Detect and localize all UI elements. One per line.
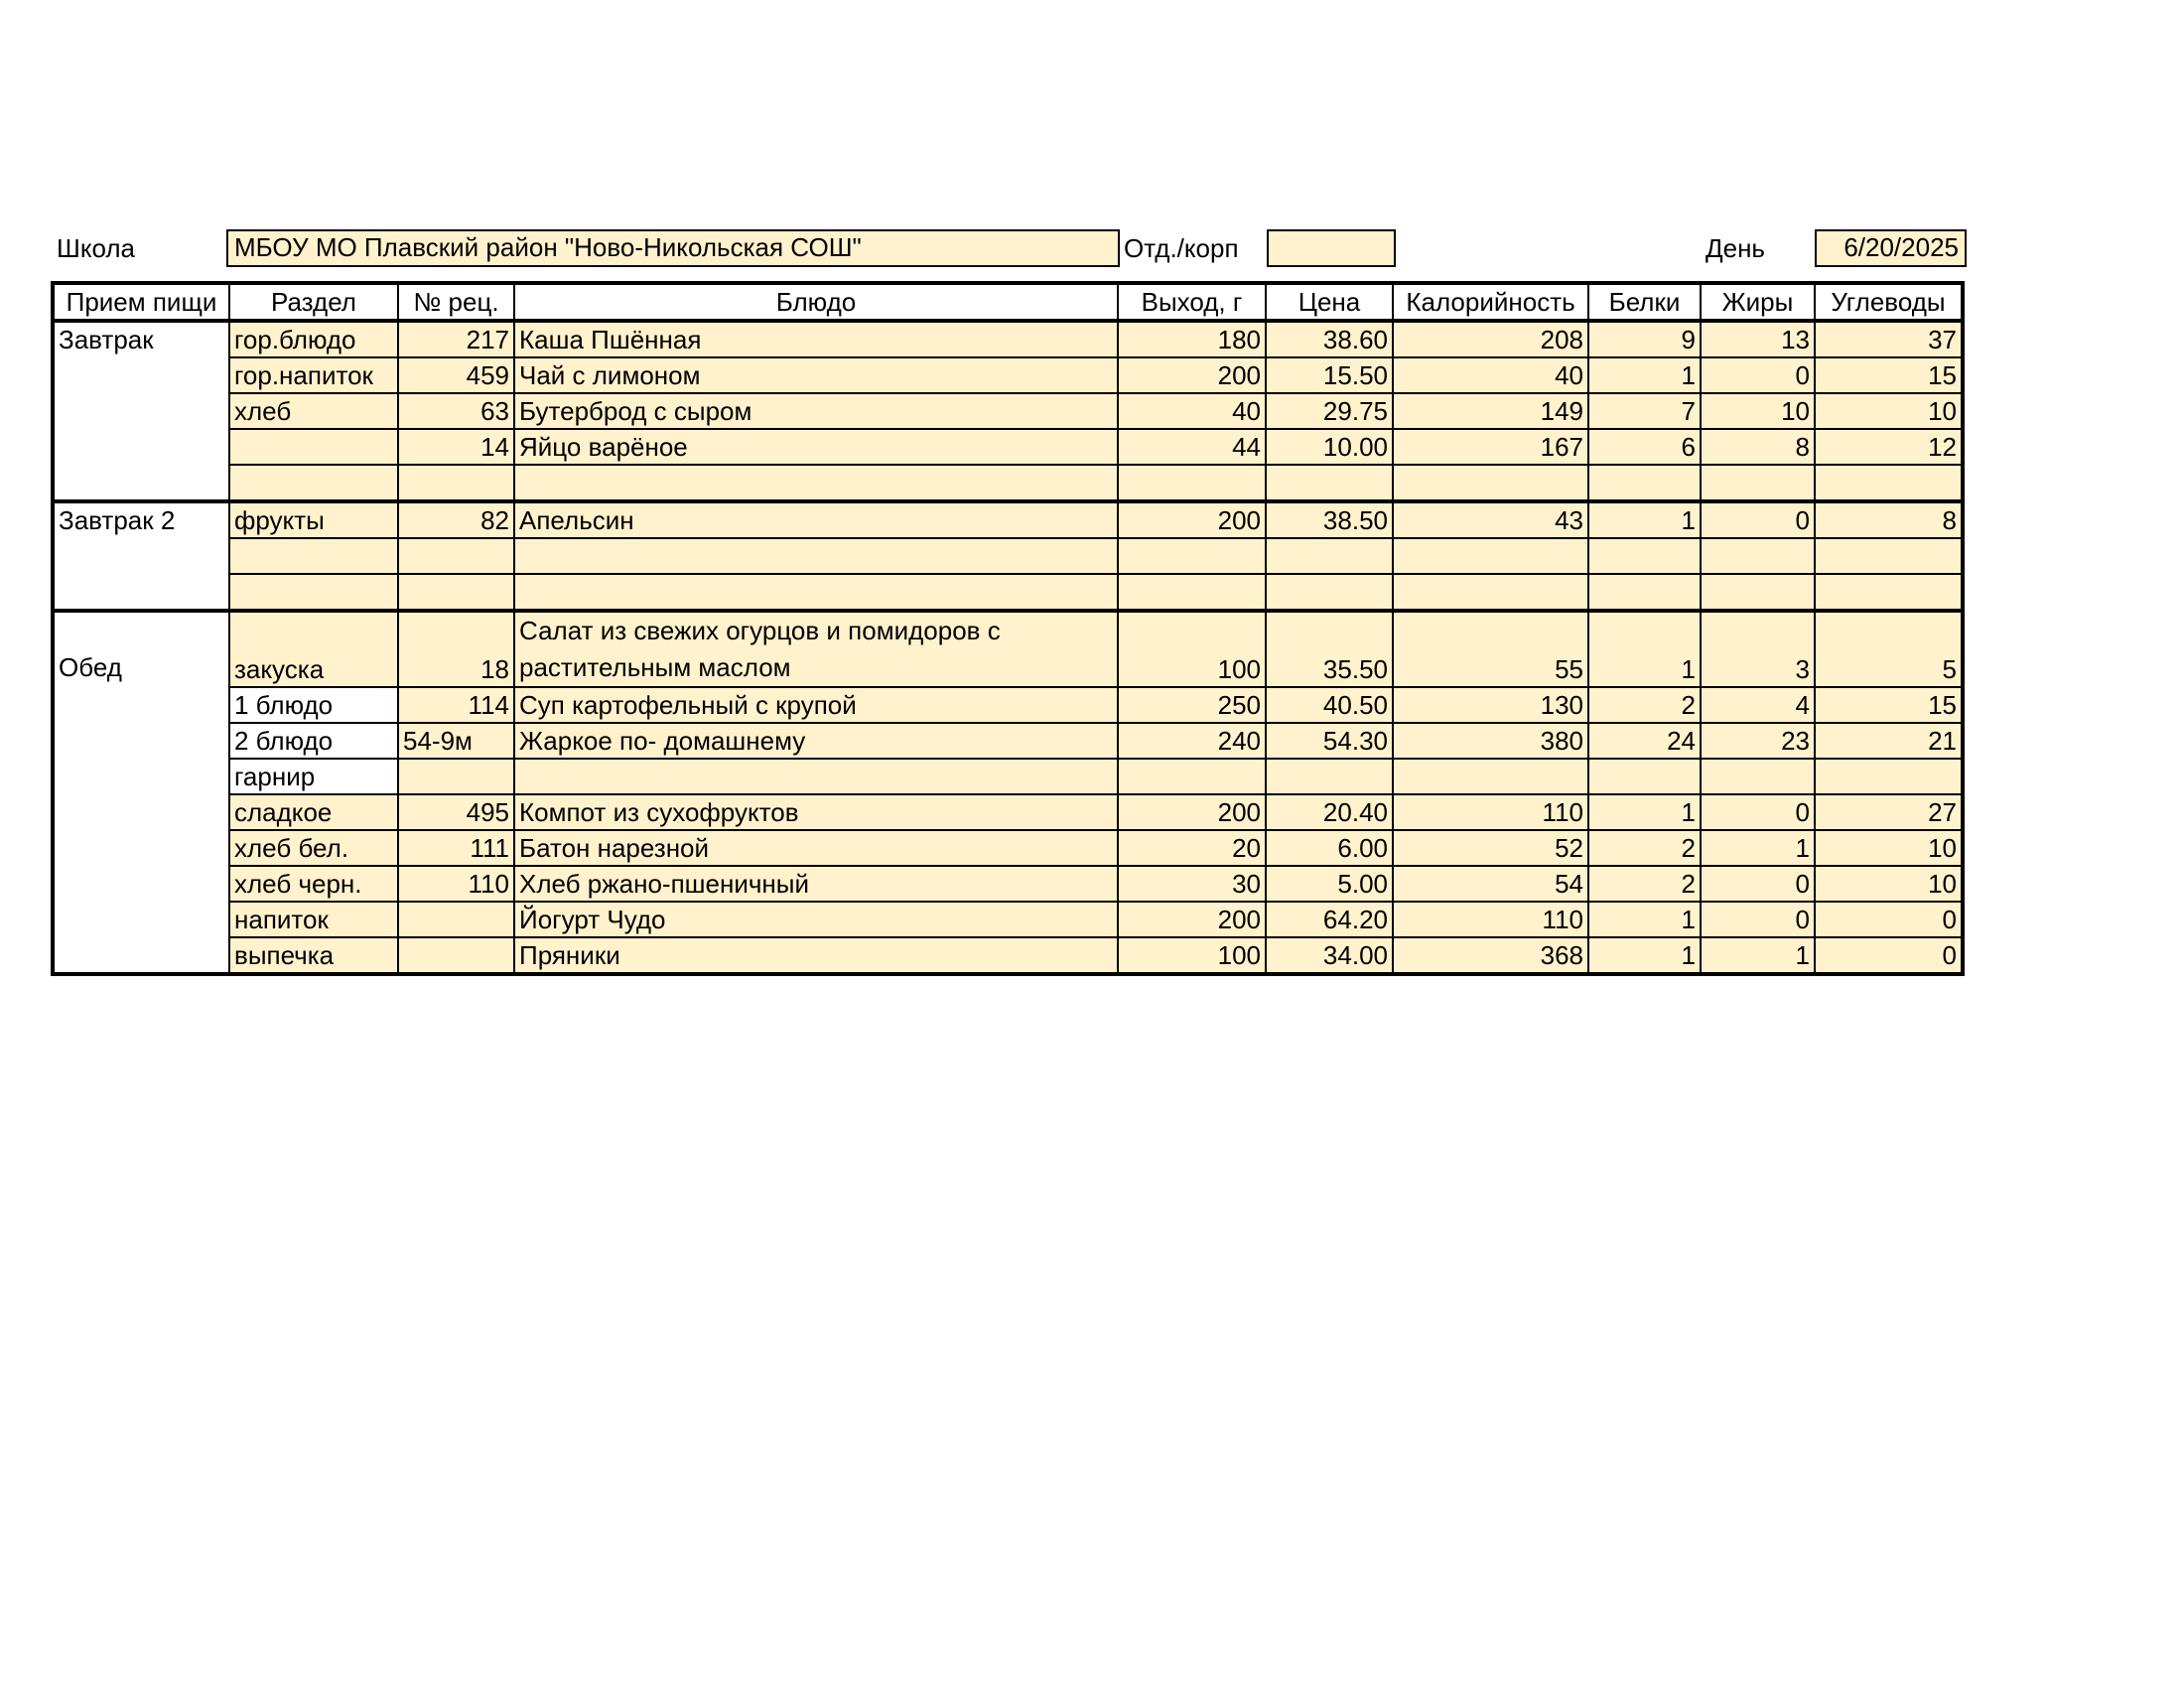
column-header-proteins: Белки: [1588, 283, 1701, 321]
cell-price[interactable]: [1266, 759, 1393, 794]
cell-proteins[interactable]: [1588, 759, 1701, 794]
cell-yield[interactable]: 200: [1118, 501, 1266, 538]
cell-fats[interactable]: 4: [1701, 687, 1815, 723]
cell-recipe-no[interactable]: [398, 759, 514, 794]
cell-calories[interactable]: [1393, 574, 1588, 611]
column-header-meal: Прием пищи: [53, 283, 229, 321]
cell-fats[interactable]: 10: [1701, 393, 1815, 429]
cell-price[interactable]: 15.50: [1266, 357, 1393, 393]
cell-section[interactable]: гор.блюдо: [229, 321, 398, 357]
cell-price[interactable]: 29.75: [1266, 393, 1393, 429]
cell-proteins[interactable]: [1588, 465, 1701, 501]
column-header-dish: Блюдо: [514, 283, 1118, 321]
cell-yield[interactable]: 20: [1118, 830, 1266, 866]
cell-recipe-no[interactable]: 54-9м: [398, 723, 514, 759]
cell-yield[interactable]: [1118, 538, 1266, 574]
cell-fats[interactable]: 0: [1701, 866, 1815, 902]
cell-price[interactable]: 54.30: [1266, 723, 1393, 759]
cell-yield[interactable]: 240: [1118, 723, 1266, 759]
cell-price[interactable]: 40.50: [1266, 687, 1393, 723]
cell-recipe-no[interactable]: [398, 937, 514, 974]
cell-carbs[interactable]: 0: [1815, 902, 1963, 937]
cell-price[interactable]: [1266, 465, 1393, 501]
table-row: [53, 830, 1963, 866]
cell-carbs[interactable]: 12: [1815, 429, 1963, 465]
table-header-row: [53, 283, 1963, 321]
cell-carbs[interactable]: 27: [1815, 794, 1963, 830]
cell-section[interactable]: фрукты: [229, 501, 398, 538]
cell-recipe-no[interactable]: [398, 574, 514, 611]
cell-yield[interactable]: 30: [1118, 866, 1266, 902]
cell-price[interactable]: 35.50: [1266, 611, 1393, 687]
meal-name: Завтрак 2: [53, 501, 229, 611]
table-row: [53, 937, 1963, 974]
cell-carbs[interactable]: [1815, 759, 1963, 794]
cell-section[interactable]: хлеб черн.: [229, 866, 398, 902]
cell-fats[interactable]: 1: [1701, 937, 1815, 974]
cell-carbs[interactable]: [1815, 465, 1963, 501]
cell-section[interactable]: [229, 465, 398, 501]
cell-recipe-no[interactable]: [398, 902, 514, 937]
cell-section[interactable]: [229, 429, 398, 465]
day-field[interactable]: 6/20/2025: [1815, 229, 1967, 267]
cell-carbs[interactable]: 37: [1815, 321, 1963, 357]
cell-carbs[interactable]: [1815, 574, 1963, 611]
cell-proteins[interactable]: 1: [1588, 902, 1701, 937]
cell-fats[interactable]: 0: [1701, 501, 1815, 538]
cell-yield[interactable]: [1118, 759, 1266, 794]
cell-dish[interactable]: Яйцо варёное: [514, 429, 1118, 465]
cell-calories[interactable]: 54: [1393, 866, 1588, 902]
cell-section[interactable]: закуска: [229, 611, 398, 687]
cell-carbs[interactable]: 10: [1815, 393, 1963, 429]
table-row: [53, 611, 1963, 687]
cell-recipe-no[interactable]: 459: [398, 357, 514, 393]
cell-dish[interactable]: Компот из сухофруктов: [514, 794, 1118, 830]
cell-fats[interactable]: [1701, 538, 1815, 574]
cell-dish[interactable]: Хлеб ржано-пшеничный: [514, 866, 1118, 902]
cell-calories[interactable]: 149: [1393, 393, 1588, 429]
column-header-section: Раздел: [229, 283, 398, 321]
table-row: [53, 465, 1963, 501]
cell-proteins[interactable]: 1: [1588, 357, 1701, 393]
table-row: [53, 429, 1963, 465]
cell-yield[interactable]: [1118, 574, 1266, 611]
cell-yield[interactable]: 100: [1118, 611, 1266, 687]
cell-calories[interactable]: 208: [1393, 321, 1588, 357]
cell-proteins[interactable]: 1: [1588, 501, 1701, 538]
cell-fats[interactable]: [1701, 574, 1815, 611]
cell-recipe-no[interactable]: [398, 538, 514, 574]
cell-price[interactable]: [1266, 574, 1393, 611]
cell-price[interactable]: 38.50: [1266, 501, 1393, 538]
cell-proteins[interactable]: [1588, 574, 1701, 611]
column-header-price: Цена: [1266, 283, 1393, 321]
cell-calories[interactable]: [1393, 759, 1588, 794]
cell-section[interactable]: сладкое: [229, 794, 398, 830]
cell-yield[interactable]: [1118, 465, 1266, 501]
cell-calories[interactable]: 43: [1393, 501, 1588, 538]
cell-recipe-no[interactable]: [398, 465, 514, 501]
cell-dish[interactable]: Пряники: [514, 937, 1118, 974]
table-row: [53, 357, 1963, 393]
cell-proteins[interactable]: 9: [1588, 321, 1701, 357]
cell-proteins[interactable]: 7: [1588, 393, 1701, 429]
table-row: [53, 866, 1963, 902]
cell-dish[interactable]: Бутерброд с сыром: [514, 393, 1118, 429]
cell-yield[interactable]: 40: [1118, 393, 1266, 429]
cell-proteins[interactable]: 1: [1588, 611, 1701, 687]
cell-recipe-no[interactable]: 110: [398, 866, 514, 902]
cell-calories[interactable]: 55: [1393, 611, 1588, 687]
cell-dish[interactable]: Апельсин: [514, 501, 1118, 538]
cell-fats[interactable]: [1701, 759, 1815, 794]
cell-section[interactable]: хлеб бел.: [229, 830, 398, 866]
cell-price[interactable]: 34.00: [1266, 937, 1393, 974]
cell-yield[interactable]: 44: [1118, 429, 1266, 465]
cell-dish[interactable]: Каша Пшённая: [514, 321, 1118, 357]
cell-section[interactable]: гор.напиток: [229, 357, 398, 393]
column-header-carbs: Углеводы: [1815, 283, 1963, 321]
cell-proteins[interactable]: 6: [1588, 429, 1701, 465]
table-row: [53, 321, 1963, 357]
cell-calories[interactable]: 167: [1393, 429, 1588, 465]
cell-carbs[interactable]: 8: [1815, 501, 1963, 538]
cell-yield[interactable]: 200: [1118, 794, 1266, 830]
table-row: [53, 759, 1963, 794]
meal-name: Завтрак: [53, 321, 229, 501]
cell-section[interactable]: напиток: [229, 902, 398, 937]
cell-recipe-no[interactable]: 63: [398, 393, 514, 429]
cell-recipe-no[interactable]: 114: [398, 687, 514, 723]
cell-carbs[interactable]: 21: [1815, 723, 1963, 759]
cell-dish[interactable]: [514, 465, 1118, 501]
cell-section[interactable]: хлеб: [229, 393, 398, 429]
school-field[interactable]: МБОУ МО Плавский район "Ново-Никольская СОШ": [226, 229, 1120, 267]
cell-price[interactable]: 10.00: [1266, 429, 1393, 465]
cell-calories[interactable]: 52: [1393, 830, 1588, 866]
cell-yield[interactable]: 200: [1118, 357, 1266, 393]
cell-dish[interactable]: Батон нарезной: [514, 830, 1118, 866]
cell-yield[interactable]: 250: [1118, 687, 1266, 723]
column-header-calories: Калорийность: [1393, 283, 1588, 321]
cell-calories[interactable]: 130: [1393, 687, 1588, 723]
cell-proteins[interactable]: 24: [1588, 723, 1701, 759]
cell-fats[interactable]: [1701, 465, 1815, 501]
column-header-recipe-no: № рец.: [398, 283, 514, 321]
cell-section[interactable]: [229, 538, 398, 574]
cell-calories[interactable]: [1393, 465, 1588, 501]
cell-proteins[interactable]: 2: [1588, 830, 1701, 866]
table-row: [53, 723, 1963, 759]
cell-proteins[interactable]: 1: [1588, 794, 1701, 830]
table-row: [53, 501, 1963, 538]
cell-recipe-no[interactable]: 14: [398, 429, 514, 465]
table-row: [53, 393, 1963, 429]
cell-proteins[interactable]: 2: [1588, 866, 1701, 902]
cell-recipe-no[interactable]: 217: [398, 321, 514, 357]
cell-price[interactable]: 5.00: [1266, 866, 1393, 902]
cell-calories[interactable]: [1393, 538, 1588, 574]
table-row: [53, 902, 1963, 937]
cell-fats[interactable]: 0: [1701, 794, 1815, 830]
cell-section[interactable]: 1 блюдо: [229, 687, 398, 723]
cell-fats[interactable]: 0: [1701, 902, 1815, 937]
cell-dish[interactable]: [514, 574, 1118, 611]
cell-carbs[interactable]: 10: [1815, 866, 1963, 902]
table-body: [53, 321, 1963, 974]
day-label: День: [1706, 233, 1765, 263]
cell-section[interactable]: выпечка: [229, 937, 398, 974]
dept-label: Отд./корп: [1124, 233, 1239, 263]
cell-fats[interactable]: 8: [1701, 429, 1815, 465]
menu-table: [51, 281, 1965, 976]
cell-proteins[interactable]: [1588, 538, 1701, 574]
cell-proteins[interactable]: 2: [1588, 687, 1701, 723]
school-label: Школа: [57, 233, 136, 263]
cell-calories[interactable]: 110: [1393, 902, 1588, 937]
cell-dish[interactable]: Суп картофельный с крупой: [514, 687, 1118, 723]
cell-fats[interactable]: 0: [1701, 357, 1815, 393]
cell-dish[interactable]: Жаркое по- домашнему: [514, 723, 1118, 759]
meal-name: Обед: [53, 611, 229, 974]
table-row: [53, 687, 1963, 723]
column-header-fats: Жиры: [1701, 283, 1815, 321]
cell-carbs[interactable]: 15: [1815, 357, 1963, 393]
cell-carbs[interactable]: 10: [1815, 830, 1963, 866]
cell-price[interactable]: [1266, 538, 1393, 574]
cell-calories[interactable]: 40: [1393, 357, 1588, 393]
cell-dish[interactable]: Чай с лимоном: [514, 357, 1118, 393]
cell-dish[interactable]: [514, 538, 1118, 574]
dept-field[interactable]: [1267, 229, 1396, 267]
cell-proteins[interactable]: 1: [1588, 937, 1701, 974]
cell-calories[interactable]: 380: [1393, 723, 1588, 759]
cell-section[interactable]: 2 блюдо: [229, 723, 398, 759]
cell-yield[interactable]: 100: [1118, 937, 1266, 974]
cell-recipe-no[interactable]: 495: [398, 794, 514, 830]
table-row: [53, 794, 1963, 830]
cell-carbs[interactable]: 15: [1815, 687, 1963, 723]
column-header-yield: Выход, г: [1118, 283, 1266, 321]
cell-carbs[interactable]: [1815, 538, 1963, 574]
cell-yield[interactable]: 180: [1118, 321, 1266, 357]
table-row: [53, 538, 1963, 574]
cell-fats[interactable]: 1: [1701, 830, 1815, 866]
cell-calories[interactable]: 368: [1393, 937, 1588, 974]
cell-recipe-no[interactable]: 82: [398, 501, 514, 538]
cell-price[interactable]: 6.00: [1266, 830, 1393, 866]
cell-fats[interactable]: 23: [1701, 723, 1815, 759]
cell-dish[interactable]: Салат из свежих огурцов и помидоров с растительным маслом: [514, 611, 1118, 687]
cell-fats[interactable]: 3: [1701, 611, 1815, 687]
cell-fats[interactable]: 13: [1701, 321, 1815, 357]
cell-price[interactable]: 38.60: [1266, 321, 1393, 357]
cell-carbs[interactable]: 0: [1815, 937, 1963, 974]
table-row: [53, 574, 1963, 611]
cell-section[interactable]: [229, 574, 398, 611]
cell-yield[interactable]: 200: [1118, 902, 1266, 937]
cell-carbs[interactable]: 5: [1815, 611, 1963, 687]
cell-recipe-no[interactable]: 18: [398, 611, 514, 687]
cell-section[interactable]: гарнир: [229, 759, 398, 794]
cell-dish[interactable]: Йогурт Чудо: [514, 902, 1118, 937]
cell-dish[interactable]: [514, 759, 1118, 794]
cell-price[interactable]: 20.40: [1266, 794, 1393, 830]
cell-price[interactable]: 64.20: [1266, 902, 1393, 937]
cell-recipe-no[interactable]: 111: [398, 830, 514, 866]
cell-calories[interactable]: 110: [1393, 794, 1588, 830]
